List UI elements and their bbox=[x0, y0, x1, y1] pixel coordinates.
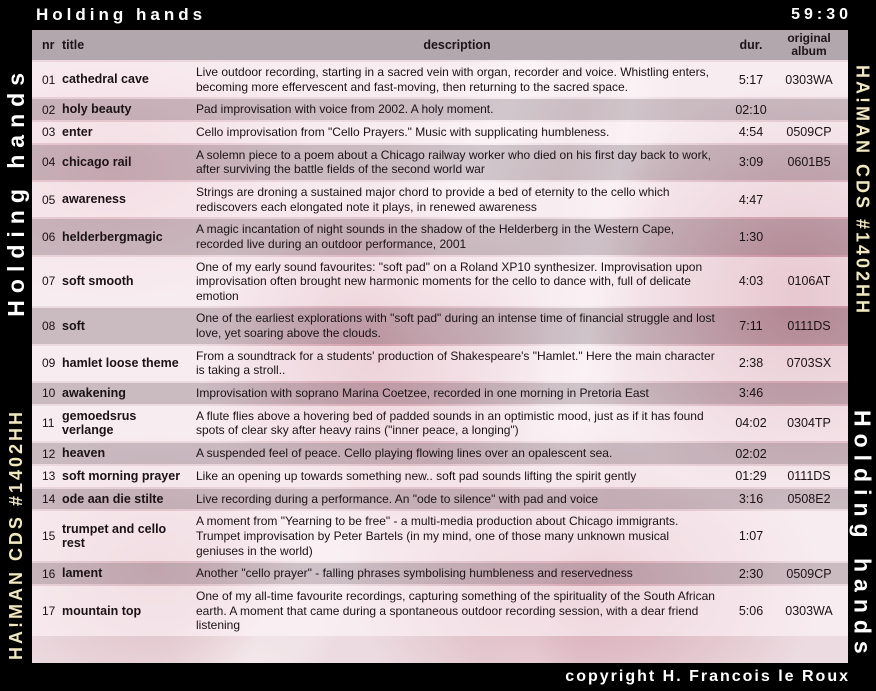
track-row bbox=[32, 383, 848, 404]
track-duration: 2:30 bbox=[738, 566, 764, 581]
track-duration: 5:06 bbox=[738, 603, 764, 618]
track-duration: 1:07 bbox=[738, 529, 764, 544]
track-row bbox=[32, 466, 848, 487]
track-duration: 4:54 bbox=[738, 125, 764, 140]
track-description: A moment from "Yearning to be free" - a multi-media production about Chicago immigrants. Trumpet improvisation by Peter Bartels (in my mind, one of those many unknown musical geniuses in the world) bbox=[196, 514, 679, 558]
track-duration: 4:47 bbox=[738, 192, 764, 207]
track-description: Pad improvisation with voice from 2002. A holy moment. bbox=[196, 102, 494, 117]
track-row bbox=[32, 586, 848, 636]
track-number: 10 bbox=[42, 386, 56, 401]
right-sidebar-title-text: Holding hands bbox=[849, 409, 876, 661]
track-duration: 3:09 bbox=[738, 155, 764, 170]
track-title: holy beauty bbox=[62, 102, 132, 117]
track-description: Like an opening up towards something new.. soft pad sounds lifting the spirit gently bbox=[196, 468, 637, 483]
track-title: chicago rail bbox=[62, 155, 132, 169]
right-sidebar-catalog-text: HA!MAN CDS #1402HH bbox=[852, 65, 873, 317]
track-duration: 04:02 bbox=[735, 416, 767, 431]
left-sidebar-title-text: Holding hands bbox=[2, 65, 29, 317]
header-cell-nr: nr bbox=[42, 38, 55, 52]
album-title: Holding hands bbox=[36, 5, 207, 24]
track-title: awakening bbox=[62, 385, 126, 400]
track-duration: 01:29 bbox=[735, 469, 767, 484]
track-description: Cello improvisation from "Cello Prayers." Music with supplicating humbleness. bbox=[196, 125, 610, 140]
track-description: A magic incantation of night sounds in the shadow of the Helderberg in the Western Cape, recorded live during an outdoor performance, 2001 bbox=[196, 222, 675, 251]
track-album: 0303WA bbox=[785, 603, 833, 618]
copyright-text: copyright H. Francois le Roux bbox=[565, 668, 850, 685]
header-cell-duration: dur. bbox=[739, 38, 763, 52]
track-row bbox=[32, 257, 848, 307]
track-title: enter bbox=[62, 125, 93, 139]
track-description: From a soundtrack for a students' production of Shakespeare's "Hamlet." Here the main character is taking a stroll.. bbox=[196, 348, 715, 378]
track-title: trumpet and cello rest bbox=[62, 521, 167, 551]
track-row bbox=[32, 406, 848, 442]
track-duration: 7:11 bbox=[739, 319, 763, 333]
track-description: Live outdoor recording, starting in a sacred vein with organ, recorder and voice. Whistling enters, becoming more effervescent and fast-moving, then returning to the sacred space. bbox=[196, 65, 709, 94]
track-row bbox=[32, 182, 848, 217]
track-description: Improvisation with soprano Marina Coetzee, recorded in one morning in Pretoria East bbox=[196, 385, 649, 400]
track-description: A flute flies above a hovering bed of padded sounds in an optimistic mood, just as if it has found spots of clear sky after heavy rains ("inner peace, a longing") bbox=[196, 408, 704, 438]
track-description: One of my early sound favourites: "soft pad" on a Roland XP10 synthesizer. Improvisation upon improvisation often brought new harmonic moments for the cello to dance with, full of delicate emotion bbox=[196, 259, 703, 303]
track-rows bbox=[32, 62, 848, 636]
track-number: 07 bbox=[42, 274, 56, 289]
track-album: 0111DS bbox=[787, 469, 831, 484]
track-row bbox=[32, 308, 848, 343]
right-sidebar-title bbox=[848, 382, 876, 688]
track-album: 0601B5 bbox=[787, 155, 831, 170]
track-title: helderbergmagic bbox=[62, 229, 163, 244]
track-title: gemoedsrus verlange bbox=[62, 408, 137, 438]
track-number: 05 bbox=[42, 192, 56, 207]
header-cell-album: original album bbox=[787, 30, 831, 58]
top-bar bbox=[0, 0, 876, 30]
track-number: 13 bbox=[42, 469, 56, 484]
track-album: 0703SX bbox=[786, 356, 832, 371]
track-duration: 4:03 bbox=[738, 274, 764, 289]
track-album: 0303WA bbox=[785, 72, 833, 87]
track-row bbox=[32, 563, 848, 584]
track-description: One of the earliest explorations with "soft pad" during an intense time of financial struggle and lost love, yet soaring above the clouds. bbox=[196, 311, 715, 340]
track-number: 16 bbox=[42, 566, 56, 581]
track-title: hamlet loose theme bbox=[62, 355, 179, 370]
track-number: 06 bbox=[42, 229, 56, 244]
track-album: 0111DS bbox=[787, 319, 831, 333]
track-duration: 1:30 bbox=[738, 229, 764, 244]
track-title: ode aan die stilte bbox=[62, 491, 164, 506]
track-row bbox=[32, 99, 848, 120]
track-number: 03 bbox=[42, 125, 56, 140]
track-album: 0304TP bbox=[787, 416, 831, 431]
right-sidebar-catalog bbox=[848, 30, 876, 352]
track-number: 02 bbox=[42, 102, 56, 117]
tracklist-panel bbox=[32, 30, 848, 663]
track-album: 0106AT bbox=[787, 274, 831, 289]
total-duration: 59:30 bbox=[791, 6, 852, 23]
track-row bbox=[32, 122, 848, 143]
track-row bbox=[32, 489, 848, 510]
track-row bbox=[32, 443, 848, 464]
header-cell-description: description bbox=[423, 38, 491, 52]
track-number: 12 bbox=[42, 446, 56, 461]
bottom-bar bbox=[0, 663, 876, 691]
track-number: 09 bbox=[42, 356, 56, 371]
track-title: soft morning prayer bbox=[62, 468, 181, 483]
track-duration: 02:10 bbox=[735, 102, 767, 117]
track-duration: 02:02 bbox=[735, 446, 767, 461]
track-number: 11 bbox=[42, 416, 55, 431]
track-description: Another "cello prayer" - falling phrases symbolising humbleness and reservedness bbox=[196, 566, 633, 581]
track-number: 17 bbox=[42, 603, 56, 618]
track-title: awareness bbox=[62, 192, 126, 207]
track-description: A suspended feel of peace. Cello playing flowing lines over an opalescent sea. bbox=[196, 446, 613, 461]
track-number: 15 bbox=[42, 529, 56, 544]
track-row bbox=[32, 145, 848, 180]
track-description: Live recording during a performance. An "ode to silence" with pad and voice bbox=[196, 491, 599, 506]
track-row bbox=[32, 346, 848, 381]
track-title: cathedral cave bbox=[62, 72, 149, 87]
track-number: 04 bbox=[42, 155, 56, 170]
track-title: soft smooth bbox=[62, 274, 134, 289]
track-title: heaven bbox=[62, 446, 106, 461]
left-sidebar-title bbox=[0, 30, 32, 352]
track-title: mountain top bbox=[62, 603, 142, 618]
track-album: 0508E2 bbox=[787, 492, 831, 506]
track-album: 0509CP bbox=[786, 125, 832, 140]
track-number: 14 bbox=[42, 492, 56, 506]
track-row bbox=[32, 511, 848, 561]
table-header-row bbox=[32, 30, 848, 60]
track-number: 01 bbox=[42, 72, 56, 87]
track-row bbox=[32, 62, 848, 97]
track-album: 0509CP bbox=[786, 566, 832, 581]
track-duration: 3:16 bbox=[738, 492, 764, 506]
left-sidebar-catalog bbox=[0, 382, 32, 688]
track-description: A solemn piece to a poem about a Chicago railway worker who died on his first day back to work, after surviving the battle fields of the second world war bbox=[196, 147, 711, 177]
track-title: lament bbox=[62, 566, 103, 581]
track-duration: 3:46 bbox=[738, 386, 764, 401]
track-description: One of my all-time favourite recordings, capturing something of the spirituality of the South African earth. A moment that came during a spontaneous outdoor recording session, with a dear friend listening bbox=[196, 589, 715, 633]
left-sidebar-catalog-text: HA!MAN CDS #1402HH bbox=[5, 409, 26, 661]
track-row bbox=[32, 219, 848, 254]
track-duration: 2:38 bbox=[738, 356, 764, 371]
track-description: Strings are droning a sustained major chord to provide a bed of eternity to the cello which rediscovers each elongated note it plays, in renewed awareness bbox=[196, 185, 670, 214]
header-cell-title: title bbox=[62, 38, 85, 52]
track-duration: 5:17 bbox=[738, 72, 764, 87]
track-title: soft bbox=[62, 318, 85, 333]
track-number: 08 bbox=[42, 319, 56, 333]
